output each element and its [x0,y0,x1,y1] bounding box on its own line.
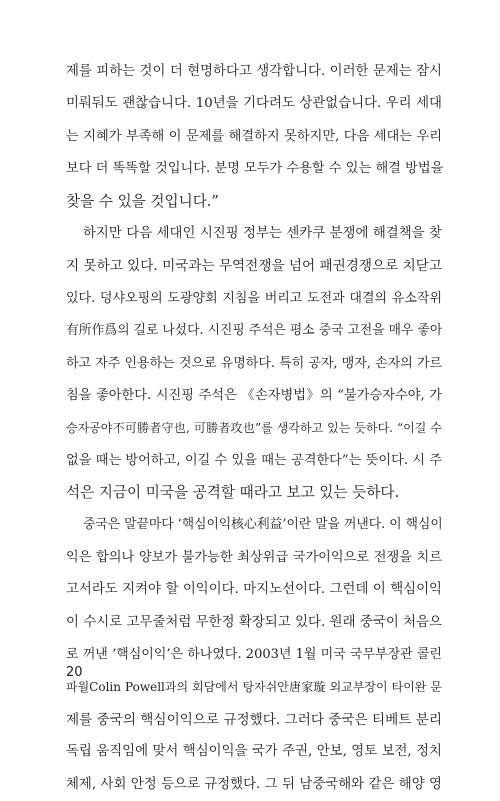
text-line: 석은 지금이 미국을 공격할 때라고 보고 있는 듯하다. [66,484,400,502]
text-line: 찾을 수 있을 것입니다.” [66,192,219,210]
body-text [66,56,442,801]
paragraph-1 [66,56,442,218]
text-line: 없을 때는 방어하고, 이길 수 있을 때는 공격한다”는 뜻이다. 시 주 [66,452,442,468]
text-line: 하지만 다음 세대인 시진핑 정부는 센카쿠 분쟁에 해결책을 찾 [83,225,442,241]
text-line: 로 꺼낸 ‘핵심이익’은 하나였다. 2003년 1월 미국 국무부장관 콜린 [66,647,442,663]
text-line: 있다. 덩샤오핑의 도광양회 지침을 버리고 도전과 대결의 유소작위 [66,290,442,306]
text-line: 고서라도 지켜야 할 이익이다. 마지노선이다. 그런데 이 핵심이익 [66,582,442,598]
page-number: 20 [66,665,83,680]
text-line: 독립 움직임에 맞서 핵심이익을 국가 주권, 안보, 영토 보전, 정치 [66,744,442,760]
text-line: 익은 합의나 양보가 불가능한 최상위급 국가이익으로 전쟁을 치르 [66,549,442,565]
text-line: 체제, 사회 안정 등으로 규정했다. 그 뒤 남중국해와 같은 해양 영 [66,776,442,792]
text-line: 승자공야不可勝者守也, 可勝者攻也”를 생각하고 있는 듯하다. “이길 수 [66,421,442,436]
text-line: 제를 피하는 것이 더 현명하다고 생각합니다. 이러한 문제는 잠시 [66,64,442,79]
text-line: 하고 자주 인용하는 것으로 유명하다. 특히 공자, 맹자, 손자의 가르 [66,355,443,371]
text-line: 중국은 말끝마다 ‘핵심이익核心利益’이란 말을 꺼낸다. 이 핵심이 [83,517,443,533]
text-line: 미뤄둬도 괜찮습니다. 10년을 기다려도 상관없습니다. 우리 세대 [66,96,442,112]
text-line: 파월Colin Powell과의 회담에서 탕자쉬안唐家璇 외교부장이 타이완 문 [66,680,442,695]
text-line: 지 못하고 있다. 미국과는 무역전쟁을 넘어 패권경쟁으로 치닫고 [66,258,442,275]
text-line: 이 수시로 고무줄처럼 무한정 확장되고 있다. 원래 중국이 처음으 [66,614,442,630]
text-line: 有所作爲의 길로 나섰다. 시진핑 주석은 평소 중국 고전을 매우 좋아 [66,323,443,339]
text-line: 는 지혜가 부족해 이 문제를 해결하지 못하지만, 다음 세대는 우리 [66,128,442,144]
text-line: 침을 좋아한다. 시진핑 주석은 《손자병법》의 “불가승자수야, 가 [66,387,442,403]
paragraph-2 [66,218,442,510]
text-line: 제를 중국의 핵심이익으로 규정했다. 그러다 중국은 티베트 분리 [66,711,442,728]
text-line: 보다 더 똑똑할 것입니다. 분명 모두가 수용할 수 있는 해결 방법을 [66,161,444,177]
paragraph-3 [66,509,442,801]
